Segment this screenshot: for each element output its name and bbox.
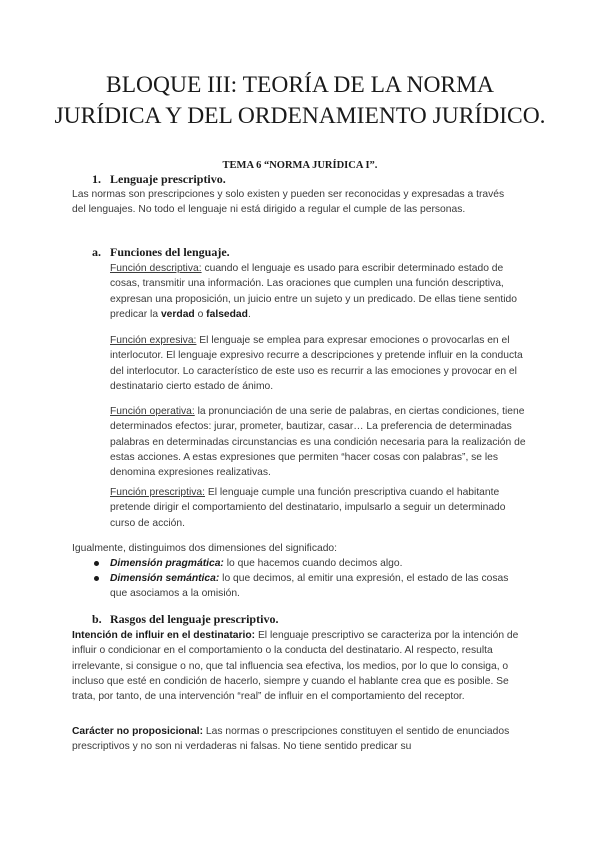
section-1-number: 1. xyxy=(92,172,101,186)
section-a-letter: a. xyxy=(92,245,101,259)
falsedad-term: falsedad xyxy=(206,308,248,320)
funcion-descriptiva xyxy=(110,261,526,322)
intencion-influir-label: Intención de influir en el destinatario: xyxy=(72,630,256,641)
bullet-icon xyxy=(94,561,99,566)
funcion-expresiva-label: Función expresiva: xyxy=(110,335,197,346)
funcion-prescriptiva-text: El lenguaje cumple una función prescriptiva cuando el habitante pretende dirigir el comportamiento del destinatario, impulsarlo a seguir un determinado curso de acción. xyxy=(110,487,506,529)
dimension-semantica-text: lo que decimos, al emitir una expresión, el estado de las cosas que asociamos a la omisión. xyxy=(110,573,509,600)
dimension-pragmatica-text: lo que hacemos cuando decimos algo. xyxy=(223,558,403,569)
section-1-heading: Lenguaje prescriptivo. xyxy=(110,172,226,186)
funcion-descriptiva-text: cuando el lenguaje es usado para escribir determinado estado de cosas, transmitir una información. Las oraciones que cumplen una función descriptiva, expresan una proposición, un juicio entre un sujeto y un predicado. De ellas tiene sentido predicar la xyxy=(110,263,517,320)
section-b-letter: b. xyxy=(92,612,102,626)
verdad-term: verdad xyxy=(160,308,195,320)
funcion-operativa-label: Función operativa: xyxy=(110,406,195,417)
section-1-intro: Las normas son prescripciones y solo existen y pueden ser reconocidas y expresadas a través del lenguajes. No todo el lenguaje ni está dirigido a regular el cumple de las personas. xyxy=(72,189,505,216)
funcion-descriptiva-mid: o xyxy=(194,308,207,320)
funcion-operativa xyxy=(110,404,526,480)
funcion-expresiva xyxy=(110,333,526,394)
section-a-heading: Funciones del lenguaje. xyxy=(110,245,230,259)
funcion-prescriptiva-label: Función prescriptiva: xyxy=(110,487,205,498)
tema-heading: TEMA 6 “NORMA JURÍDICA I”. xyxy=(222,160,378,171)
section-b-heading: Rasgos del lenguaje prescriptivo. xyxy=(110,612,279,626)
document-title xyxy=(40,70,560,132)
caracter-no-proposicional-text: Las normas o prescripciones constituyen el sentido de enunciados prescriptivos y no son ni verdaderas ni falsas. No tiene sentido predicar su xyxy=(72,726,510,753)
funcion-descriptiva-label: Función descriptiva: xyxy=(110,263,202,274)
dimension-semantica-label: Dimensión semántica: xyxy=(110,573,220,584)
dimension-pragmatica-label: Dimensión pragmática: xyxy=(110,558,224,569)
intencion-influir xyxy=(72,628,528,704)
dimension-pragmatica xyxy=(110,556,526,571)
dimension-semantica xyxy=(110,571,526,602)
funcion-prescriptiva xyxy=(110,485,526,531)
intencion-influir-text: El lenguaje prescriptivo se caracteriza por la intención de influir o condicionar en el comportamiento o la conducta del destinatario. Al respecto, resulta irrelevante, si consigue o no, que tal influencia sea efectiva, los medios, por lo que lo consiga, o incluso que esté en condición de hacerlo, siempre y cuando el hablante crea que es posible. Se trata, por tanto, de una intervención “real” de influir en el comportamiento del receptor. xyxy=(72,630,519,703)
title-line-2: JURÍDICA Y DEL ORDENAMIENTO JURÍDICO. xyxy=(54,103,546,129)
funcion-expresiva-text: El lenguaje se emplea para expresar emociones o provocarlas en el interlocutor. El lenguaje expresivo recurre a descripciones y pretende influir en la conducta del interlocutor. Lo característico de este uso es recurrir a las emociones y provocar en el destinatario cierto estado de ánimo. xyxy=(110,335,523,392)
caracter-no-proposicional xyxy=(72,724,528,755)
title-line-1: BLOQUE III: TEORÍA DE LA NORMA xyxy=(106,72,494,98)
funcion-operativa-text: la pronunciación de una serie de palabras, en ciertas condiciones, tiene determinados efectos: jurar, prometer, bautizar, casar… La preferencia de determinadas palabras en determinadas circunstancias es una condición necesaria para la realización de estas acciones. A estas expresiones que permiten “hacer cosas con palabras”, se les denomina expresiones realizativas. xyxy=(110,406,526,479)
bullet-icon xyxy=(94,576,99,581)
dimensions-intro: Igualmente, distinguimos dos dimensiones del significado: xyxy=(72,543,338,554)
caracter-no-proposicional-label: Carácter no proposicional: xyxy=(72,726,204,737)
funcion-descriptiva-end: . xyxy=(247,308,251,320)
